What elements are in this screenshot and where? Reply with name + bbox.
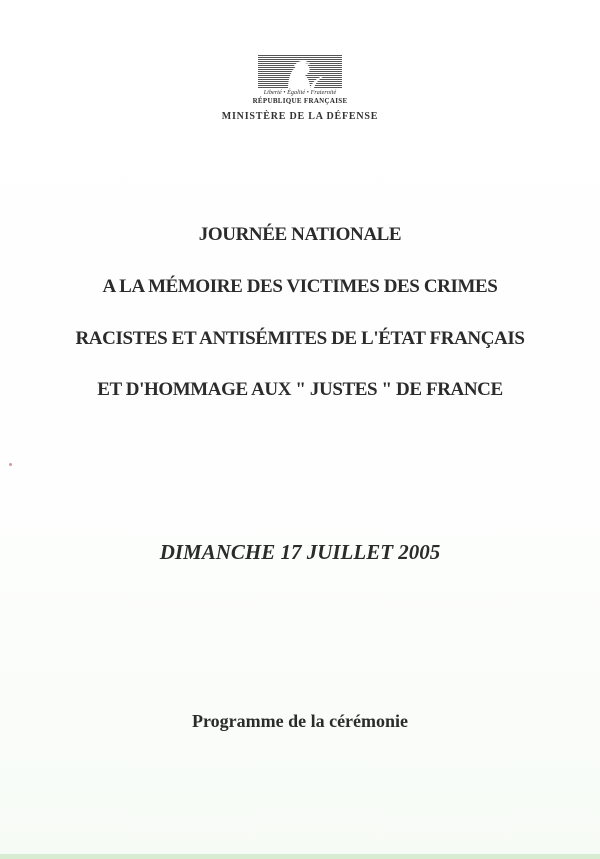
republic-motto: Liberté • Égalité • Fraternité (263, 90, 337, 96)
republic-logo-block (240, 55, 360, 105)
title-line-3: RACISTES ET ANTISÉMITES DE L'ÉTAT FRANÇAIS (75, 328, 525, 349)
republic-name: RÉPUBLIQUE FRANÇAISE (252, 97, 348, 105)
title-line-4: ET D'HOMMAGE AUX " JUSTES " DE FRANCE (97, 379, 503, 400)
page-bottom-edge (0, 854, 600, 859)
marianne-logo-icon (258, 55, 342, 88)
event-date: DIMANCHE 17 JUILLET 2005 (159, 540, 441, 564)
title-line-1: JOURNÉE NATIONALE (198, 224, 402, 245)
title-line-2: A LA MÉMOIRE DES VICTIMES DES CRIMES (102, 276, 498, 297)
ministry-name: MINISTÈRE DE LA DÉFENSE (221, 111, 379, 122)
programme-heading: Programme de la cérémonie (191, 711, 409, 731)
paper-speck (9, 463, 12, 466)
